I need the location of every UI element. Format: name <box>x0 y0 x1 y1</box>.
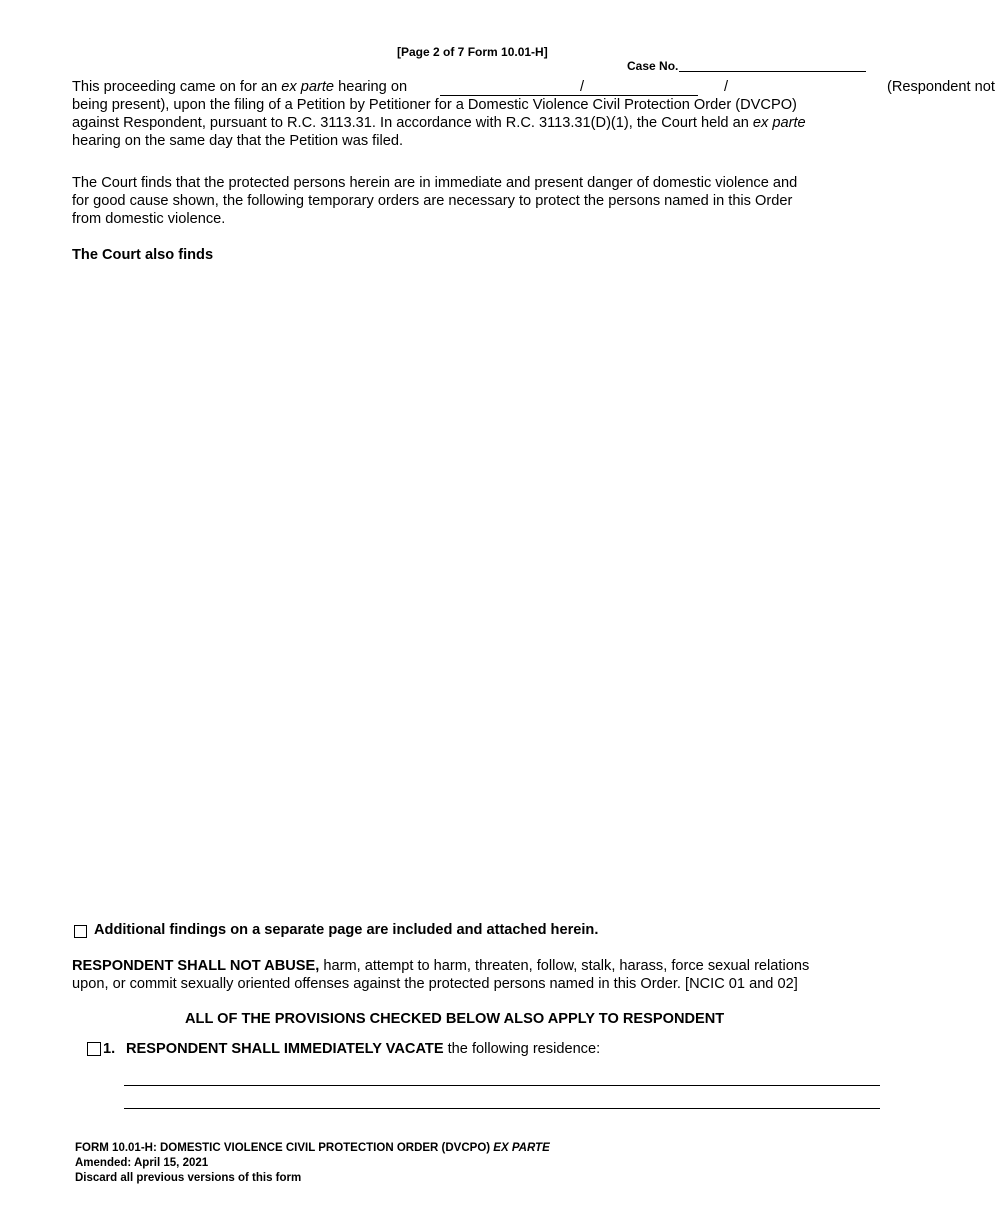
case-no-field[interactable] <box>679 71 866 72</box>
case-no-label: Case No. <box>627 59 679 73</box>
page-label: [Page 2 of 7 Form 10.01-H] <box>397 45 548 59</box>
provision-1-number: 1. <box>103 1041 116 1057</box>
footer-form-title: FORM 10.01-H: DOMESTIC VIOLENCE CIVIL PROTECTION ORDER (DVCPO) EX PARTE <box>75 1142 550 1154</box>
findings-line-1: The Court finds that the protected persons herein are in immediate and present danger of domestic violence and <box>72 175 798 191</box>
findings-line-2: for good cause shown, the following temporary orders are necessary to protect the persons named in this Order <box>72 193 793 209</box>
additional-findings-label: Additional findings on a separate page are included and attached herein. <box>94 922 599 938</box>
court-also-finds-heading: The Court also finds <box>72 247 214 263</box>
court-findings-text-area[interactable] <box>72 270 880 910</box>
provision-1-text: RESPONDENT SHALL IMMEDIATELY VACATE the following residence: <box>126 1041 601 1057</box>
hearing-line-4: hearing on the same day that the Petition was filed. <box>72 133 403 149</box>
findings-line-3: from domestic violence. <box>72 211 226 227</box>
provisions-heading: ALL OF THE PROVISIONS CHECKED BELOW ALSO APPLY TO RESPONDENT <box>185 1011 725 1027</box>
date-separator-1: / <box>580 79 585 95</box>
provision-1-checkbox[interactable] <box>87 1042 101 1056</box>
no-abuse-line-1: RESPONDENT SHALL NOT ABUSE, harm, attempt to harm, threaten, follow, stalk, harass, force sexual relations <box>72 958 810 974</box>
footer-discard-note: Discard all previous versions of this form <box>75 1172 302 1184</box>
footer-amended-date: Amended: April 15, 2021 <box>75 1157 209 1169</box>
respondent-not-text: (Respondent not <box>887 79 995 95</box>
no-abuse-line-2: upon, or commit sexually oriented offenses against the protected persons named in this Order. [NCIC 01 and 02] <box>72 976 798 992</box>
date-separator-2: / <box>724 79 729 95</box>
hearing-line-3: against Respondent, pursuant to R.C. 3113.31. In accordance with R.C. 3113.31(D)(1), the Court held an ex parte <box>72 115 806 131</box>
residence-address-line-2[interactable] <box>124 1108 880 1109</box>
residence-address-line-1[interactable] <box>124 1085 880 1086</box>
additional-findings-checkbox[interactable] <box>74 925 87 938</box>
hearing-line-1: This proceeding came on for an ex parte hearing on <box>72 79 408 95</box>
hearing-line-2: being present), upon the filing of a Petition by Petitioner for a Domestic Violence Civil Protection Order (DVCPO) <box>72 97 797 113</box>
